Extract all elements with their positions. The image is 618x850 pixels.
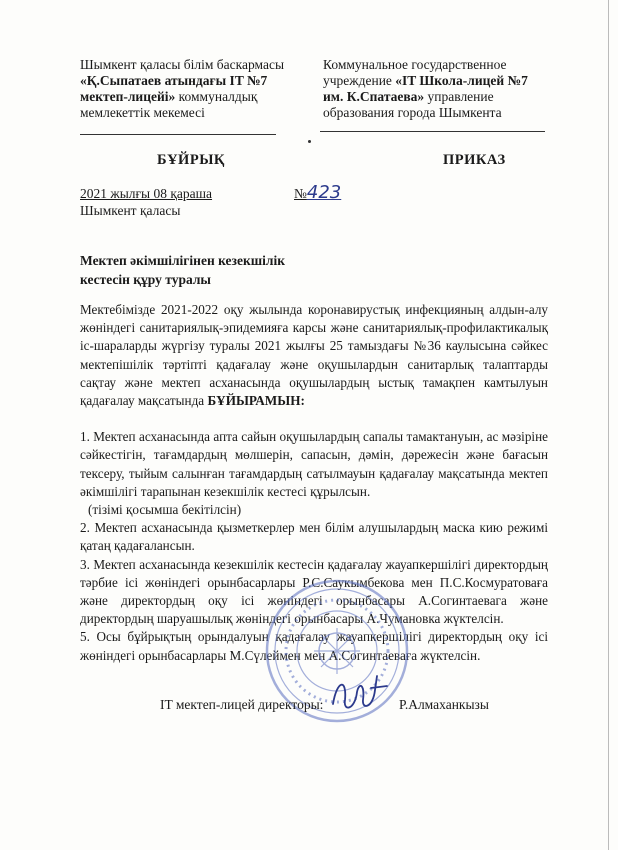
signature-name: Р.Алмаханкызы <box>399 697 489 712</box>
header-kz <box>80 57 310 121</box>
order-number <box>294 182 342 203</box>
separator-dot <box>308 140 311 143</box>
body-item-5: 5. Осы бұйрықтың орындалуын қадағалау жауапкершілігі директордың оқу ісі жөніндегі орынбасарлары М.Сүлеймен мен А.Согинтаеваға жүктелсін. <box>80 629 548 663</box>
header-kz-line2: «Қ.Сыпатаев атындағы IT №7 <box>80 73 268 88</box>
header-ru-line2-bold: «IT Школа-лицей №7 <box>395 73 528 88</box>
header-kz-rule <box>80 134 276 135</box>
body-item-1: 1. Мектеп асханасында апта сайын оқушылардың сапалы тамактануын, ас мәзіріне сәйкестігін, тағамдардың мөлшерін, сапасын, дәмін, дәрежесін және бағасын тексеру, тыйым салынған тағамдардың сатылмауын қадағалау мақсатында мектеп әкімшілігі тарапынан кезекшілік кестесі құрылсын. <box>80 429 548 499</box>
body-item-3: 3. Мектеп асханасында кезекшілік кестесін қадағалау жауапкершілігі директордың тәрбие ісі жөніндегі орынбасарлары Р.С.Саукымбекова мен П.С.Космуратоваға және директордың оқу ісі жөніндегі орынбасары А.Согинтаевага және директордың шаруашылық жөніндегі орынбасары А.Чумановка жүктелсін. <box>80 556 548 627</box>
title-kz: БҰЙРЫҚ <box>157 152 225 168</box>
header-kz-line1: Шымкент қаласы білім баскармасы <box>80 57 285 72</box>
scan-edge <box>608 0 609 850</box>
order-date: 2021 жылғы 08 қараша <box>80 186 213 201</box>
header-ru-line2 <box>323 73 553 89</box>
director-signature <box>325 670 395 718</box>
order-subject <box>80 251 400 289</box>
header-ru-rule <box>320 131 545 132</box>
order-number-value: 423 <box>306 182 342 203</box>
header-ru-line3-rest: управление <box>424 89 494 104</box>
body-item-1-note: (тізімі қосымша бекітілсін) <box>88 502 242 518</box>
header-ru-line3-bold: им. К.Спатаева» <box>323 89 425 104</box>
order-city: Шымкент қаласы <box>80 203 181 218</box>
signature-title: IT мектеп-лицей директоры: <box>160 697 324 712</box>
header-ru-line2-pre: учреждение <box>323 73 396 88</box>
header-ru <box>323 57 553 121</box>
order-word: БҰЙЫРАМЫН: <box>207 393 305 409</box>
preamble-text: Мектебімізде 2021-2022 оқу жылында коронавирустық инфекцияның алдын-алу жөніндегі санитариялық-эпидемияға карсы және санитариялық-профилактикалық іс-шараларды жүргізу туралы 2021 жылғы 25 тамыздағы №36 каулысына сәйкес мектепішілік тәртіпті қадағалау және оқушылардын санитарлық талаптарды сақтау және мектеп асханасында оқушылардың ыстық тамақпен камтылуын қадағалау мақсатында <box>80 302 548 409</box>
header-ru-line1: Коммунальное государственное <box>323 57 507 72</box>
header-kz-line3-rest: коммуналдық <box>175 89 258 104</box>
order-number-prefix: № <box>294 186 307 201</box>
header-kz-line3 <box>80 89 310 105</box>
body-item-2: 2. Мектеп асханасында қызметкерлер мен білім алушылардың маска кию режимі қатаң қадағалансын. <box>80 520 548 554</box>
header-ru-line3 <box>323 89 553 105</box>
subject-line1: Мектеп әкімшілігінен кезекшілік <box>80 253 285 268</box>
title-ru: ПРИКАЗ <box>443 152 506 168</box>
body-preamble <box>80 301 548 410</box>
header-kz-line3-bold: мектеп-лицейі» <box>80 89 176 104</box>
header-ru-line4: образования города Шымкента <box>323 105 502 120</box>
subject-line2: кестесін құру туралы <box>80 272 211 287</box>
header-kz-line4: мемлекеттік мекемесі <box>80 105 205 120</box>
